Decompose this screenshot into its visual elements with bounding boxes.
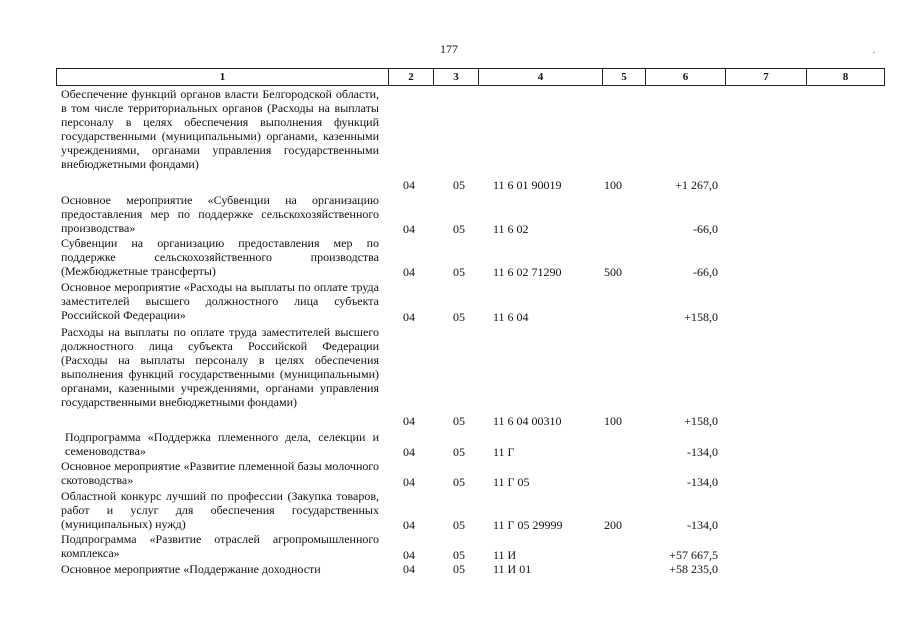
row-section: 04 bbox=[403, 445, 415, 459]
row-description: Субвенции на организацию предоставления мер по поддержке сельскохозяйственного производства (Межбюджетные трансферты) bbox=[61, 236, 379, 279]
row-amount: +1 267,0 bbox=[675, 178, 718, 192]
row-description: Основное мероприятие «Развитие племенной базы молочного скотоводства» bbox=[61, 459, 379, 488]
row-subsection: 05 bbox=[453, 445, 465, 459]
row-target-article: 11 6 02 bbox=[493, 222, 529, 236]
row-amount: +57 667,5 bbox=[669, 548, 718, 562]
row-target-article: 11 И 01 bbox=[493, 562, 532, 576]
row-target-article: 11 И bbox=[493, 548, 517, 562]
table-row bbox=[0, 280, 905, 324]
row-description: Подпрограмма «Развитие отраслей агропромышленного комплекса» bbox=[61, 532, 379, 561]
page-number: 177 bbox=[440, 42, 458, 56]
header-col-3: 3 bbox=[433, 69, 478, 85]
row-amount: -66,0 bbox=[693, 265, 718, 279]
row-section: 04 bbox=[403, 310, 415, 324]
table-row bbox=[0, 430, 905, 459]
row-expense-type: 100 bbox=[604, 414, 622, 428]
row-subsection: 05 bbox=[453, 265, 465, 279]
row-subsection: 05 bbox=[453, 518, 465, 532]
row-section: 04 bbox=[403, 178, 415, 192]
header-col-8: 8 bbox=[806, 69, 884, 85]
table-row bbox=[0, 325, 905, 428]
table-row bbox=[0, 562, 905, 576]
row-subsection: 05 bbox=[453, 562, 465, 576]
table-header bbox=[56, 68, 885, 86]
row-section: 04 bbox=[403, 518, 415, 532]
table-row bbox=[0, 459, 905, 489]
row-expense-type: 100 bbox=[604, 178, 622, 192]
row-subsection: 05 bbox=[453, 222, 465, 236]
row-section: 04 bbox=[403, 265, 415, 279]
row-expense-type: 500 bbox=[604, 265, 622, 279]
row-section: 04 bbox=[403, 475, 415, 489]
row-subsection: 05 bbox=[453, 310, 465, 324]
row-amount: -66,0 bbox=[693, 222, 718, 236]
row-description: Основное мероприятие «Субвенции на организацию предоставления мер по поддержке сельскохозяйственного производства» bbox=[61, 193, 379, 236]
row-subsection: 05 bbox=[453, 548, 465, 562]
row-amount: -134,0 bbox=[687, 475, 718, 489]
row-description: Расходы на выплаты по оплате труда заместителей высшего должностного лица субъекта Российской Федерации (Расходы на выплаты персоналу в целях обеспечения выполнения функций государственными (муниципальными) органами, казенными учреждениями, органами управления государственными внебюджетными фондами) bbox=[61, 325, 379, 410]
row-target-article: 11 6 04 bbox=[493, 310, 529, 324]
row-expense-type: 200 bbox=[604, 518, 622, 532]
header-col-1: 1 bbox=[219, 71, 226, 83]
row-section: 04 bbox=[403, 414, 415, 428]
row-amount: -134,0 bbox=[687, 445, 718, 459]
scan-speck bbox=[873, 52, 875, 53]
row-description: Основное мероприятие «Поддержание доходности bbox=[61, 562, 321, 576]
header-col-4: 4 bbox=[478, 69, 602, 85]
row-description: Основное мероприятие «Расходы на выплаты по оплате труда заместителей высшего должностного лица субъекта Российской Федерации» bbox=[61, 280, 379, 323]
table-row bbox=[0, 236, 905, 279]
header-col-7: 7 bbox=[725, 69, 806, 85]
row-amount: +158,0 bbox=[684, 310, 718, 324]
row-target-article: 11 6 01 90019 bbox=[493, 178, 562, 192]
row-description: Областной конкурс лучший по профессии (Закупка товаров, работ и услуг для обеспечения государственных (муниципальных) нужд) bbox=[61, 489, 379, 532]
row-section: 04 bbox=[403, 548, 415, 562]
row-subsection: 05 bbox=[453, 178, 465, 192]
row-section: 04 bbox=[403, 562, 415, 576]
row-amount: -134,0 bbox=[687, 518, 718, 532]
table-row bbox=[0, 532, 905, 562]
row-section: 04 bbox=[403, 222, 415, 236]
row-target-article: 11 Г bbox=[493, 445, 515, 459]
row-subsection: 05 bbox=[453, 475, 465, 489]
table-row bbox=[0, 489, 905, 532]
row-target-article: 11 Г 05 bbox=[493, 475, 530, 489]
row-description: Обеспечение функций органов власти Белгородской области, в том числе территориальных органов (Расходы на выплаты персоналу в целях обеспечения выполнения функций государственными (муниципальными) органами, казенными учреждениями, органами управления государственными внебюджетными фондами) bbox=[61, 87, 379, 172]
row-target-article: 11 Г 05 29999 bbox=[493, 518, 563, 532]
header-col-6: 6 bbox=[645, 69, 725, 85]
row-target-article: 11 6 04 00310 bbox=[493, 414, 562, 428]
header-col-2: 2 bbox=[388, 69, 433, 85]
row-amount: +158,0 bbox=[684, 414, 718, 428]
row-target-article: 11 6 02 71290 bbox=[493, 265, 562, 279]
row-description: Подпрограмма «Поддержка племенного дела, селекции и семеноводства» bbox=[65, 430, 379, 459]
header-col-5: 5 bbox=[602, 69, 645, 85]
table-row bbox=[0, 193, 905, 236]
row-subsection: 05 bbox=[453, 414, 465, 428]
row-amount: +58 235,0 bbox=[669, 562, 718, 576]
table-row bbox=[0, 87, 905, 192]
